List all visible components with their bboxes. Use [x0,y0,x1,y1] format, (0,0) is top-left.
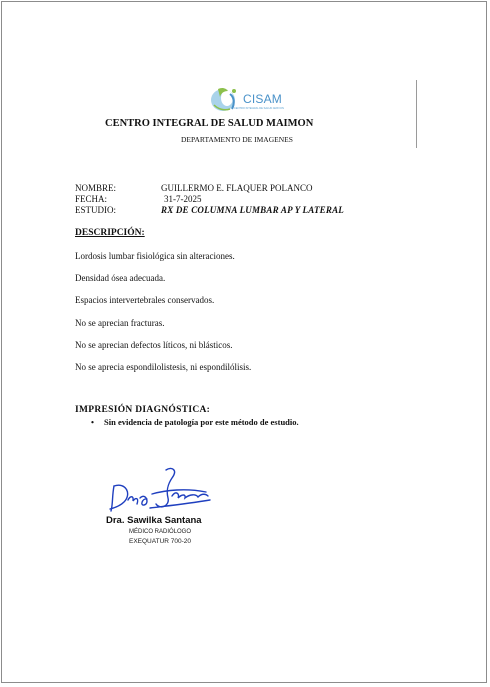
logo-text: CISAM [243,92,283,106]
doctor-name: Dra. Sawilka Santana [106,515,202,526]
finding-item: No se aprecian fracturas. [75,318,165,328]
study-label: ESTUDIO: [75,205,116,215]
finding-item: No se aprecia espondilolistesis, ni espondilólisis. [75,362,252,372]
finding-item: Espacios intervertebrales conservados. [75,295,215,305]
date-label: FECHA: [75,194,108,204]
header-divider [416,80,417,148]
doctor-exequatur: EXEQUATUR 700-20 [129,538,192,545]
date-value: 31-7-2025 [164,194,202,204]
doctor-title: MÉDICO RADIÓLOGO [129,529,192,535]
document-page [1,1,487,683]
impression-text: Sin evidencia de patología por este método de estudio. [104,417,299,427]
name-value: GUILLERMO E. FLAQUER POLANCO [161,183,313,193]
impression-title: IMPRESIÓN DIAGNÓSTICA: [75,405,211,415]
description-title: DESCRIPCIÓN: [75,228,145,238]
finding-item: No se aprecian defectos líticos, ni blásticos. [75,340,233,350]
impression-item [91,417,299,427]
bullet-icon: • [91,417,94,427]
finding-item: Lordosis lumbar fisiológica sin alteraciones. [75,251,235,261]
handwritten-signature [106,464,216,516]
department-name: DEPARTAMENTO DE IMAGENES [181,135,293,144]
center-name: CENTRO INTEGRAL DE SALUD MAIMON [105,118,314,129]
logo-subtitle: CENTRO INTEGRAL DE SALUD AMAYON [234,107,284,110]
study-value: RX DE COLUMNA LUMBAR AP Y LATERAL [161,205,344,215]
finding-item: Densidad ósea adecuada. [75,273,166,283]
name-label: NOMBRE: [75,183,117,193]
